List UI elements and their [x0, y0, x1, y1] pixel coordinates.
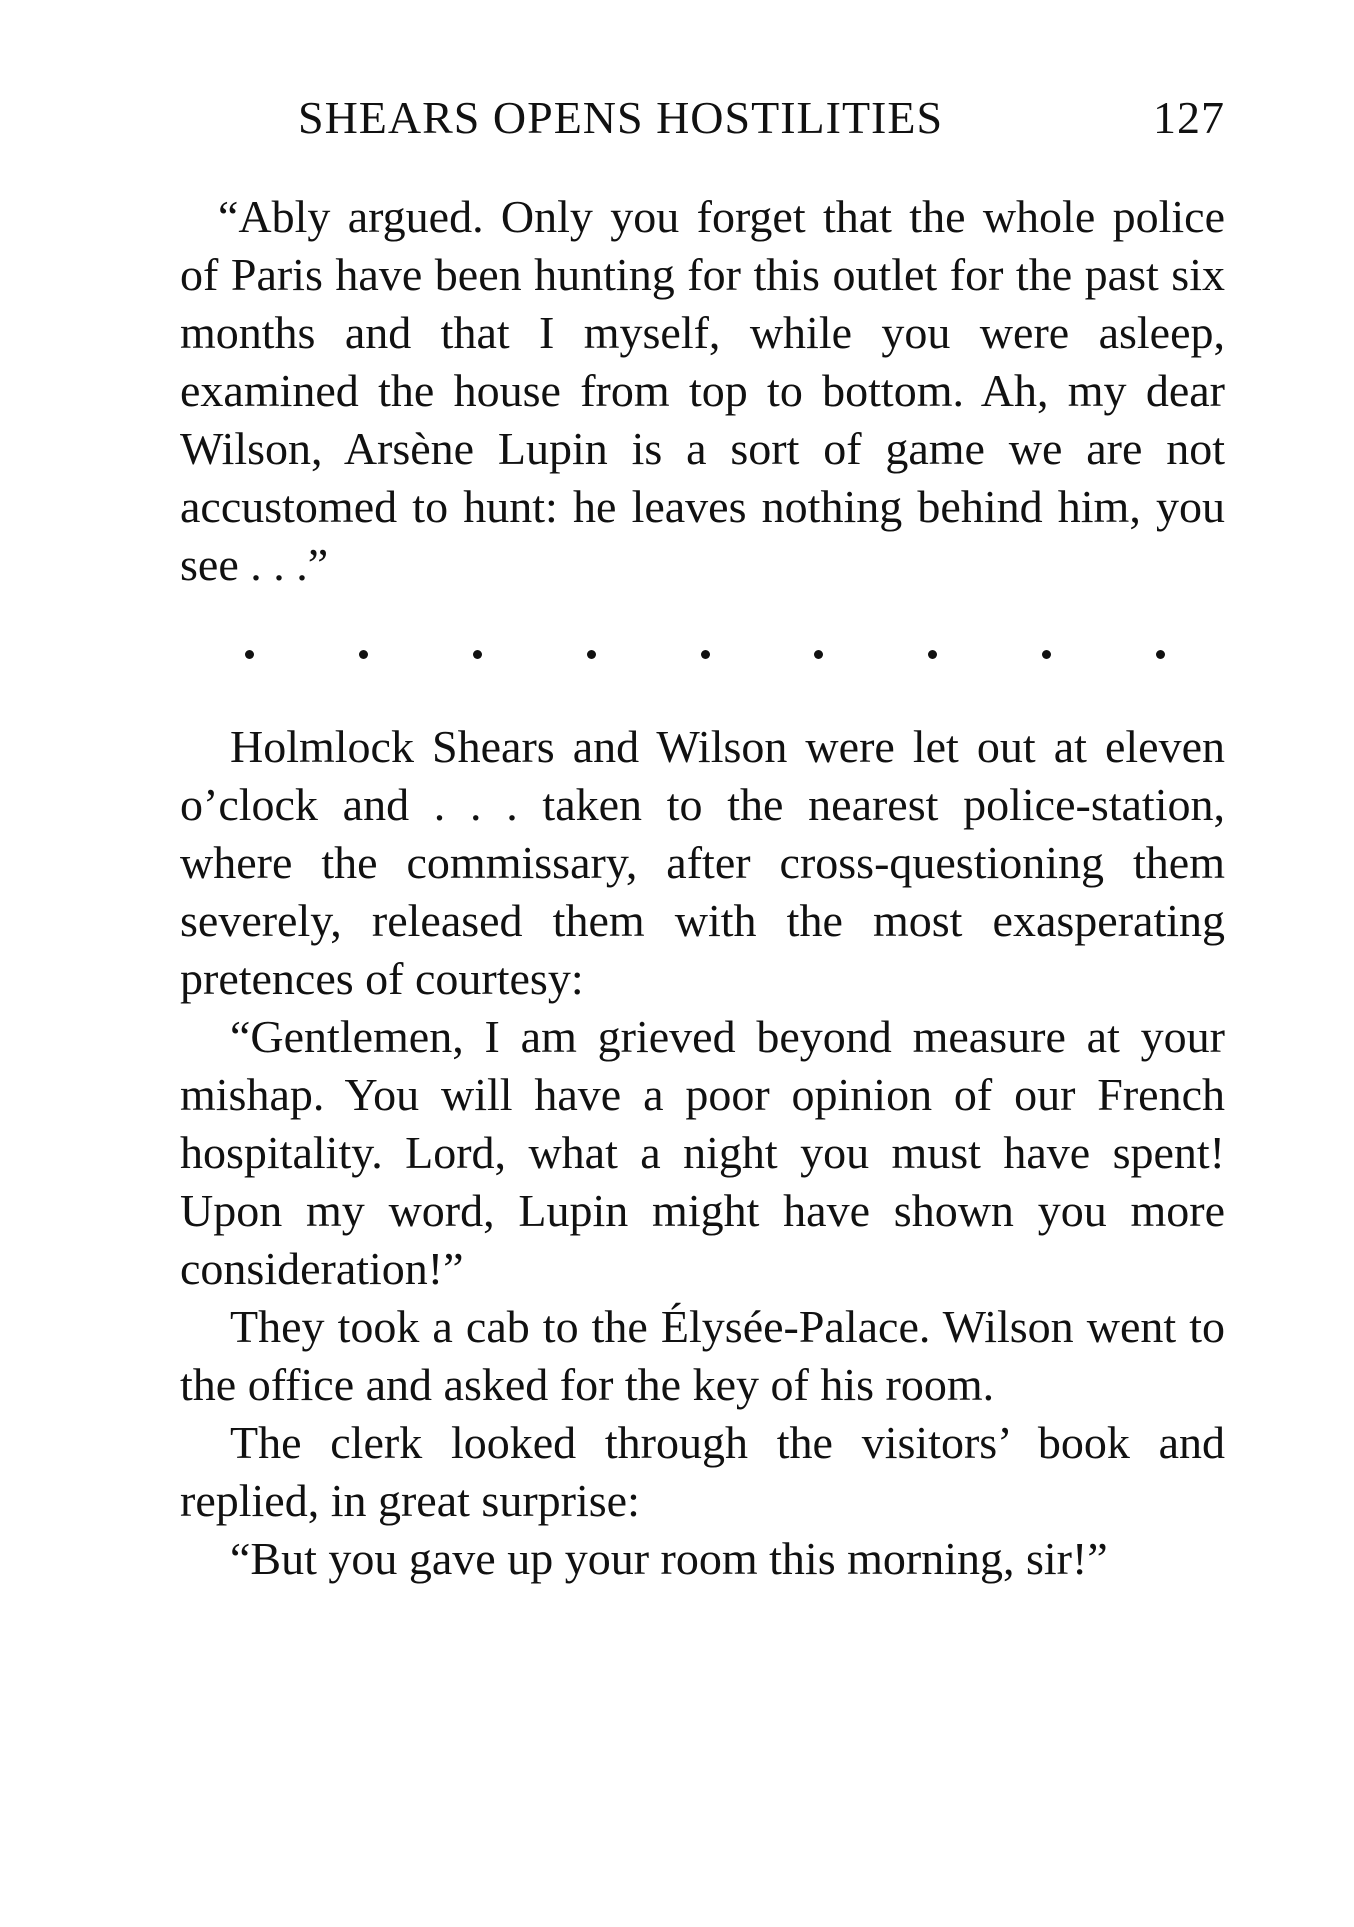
section-break-dot — [1156, 650, 1165, 659]
section-break-dot — [245, 650, 254, 659]
paragraph-6: “But you gave up your room this morning, sir!” — [230, 1533, 1108, 1584]
running-head — [180, 90, 1225, 146]
paragraph-3: “Gentlemen, I am grieved beyond measure at your mishap. You will have a poor opinion of our French hospitality. Lord, what a night you must have spent! Upon my word, Lupin might have shown you more consideration!” — [180, 1011, 1225, 1294]
section-break-dot — [359, 650, 368, 659]
section-break-dot — [928, 650, 937, 659]
chapter-title: SHEARS OPENS HOSTILITIES — [298, 92, 944, 143]
page-number: 127 — [1153, 92, 1225, 143]
text-block — [180, 188, 1225, 1588]
paragraph-1: “Ably argued. Only you forget that the whole police of Paris have been hunting for this outlet for the past six months and that I myself, while you were asleep, examined the house from top to bottom. Ah, my dear Wilson, Arsène Lupin is a sort of game we are not accustomed to hunt: he leaves nothing behind him, you see . . .” — [180, 191, 1225, 590]
section-break-dot — [701, 650, 710, 659]
section-break-dot — [587, 650, 596, 659]
section-break-dot — [814, 650, 823, 659]
section-break — [245, 634, 1165, 674]
paragraph-2: Holmlock Shears and Wilson were let out at eleven o’clock and . . . taken to the nearest police-station, where the commissary, after cross-questioning them severely, released them with the most exasperating pretences of courtesy: — [180, 721, 1225, 1004]
section-break-dot — [1042, 650, 1051, 659]
paragraph-4: They took a cab to the Élysée-Palace. Wilson went to the office and asked for the key of his room. — [180, 1301, 1225, 1410]
paragraph-5: The clerk looked through the visitors’ book and replied, in great surprise: — [180, 1417, 1225, 1526]
section-break-dot — [473, 650, 482, 659]
